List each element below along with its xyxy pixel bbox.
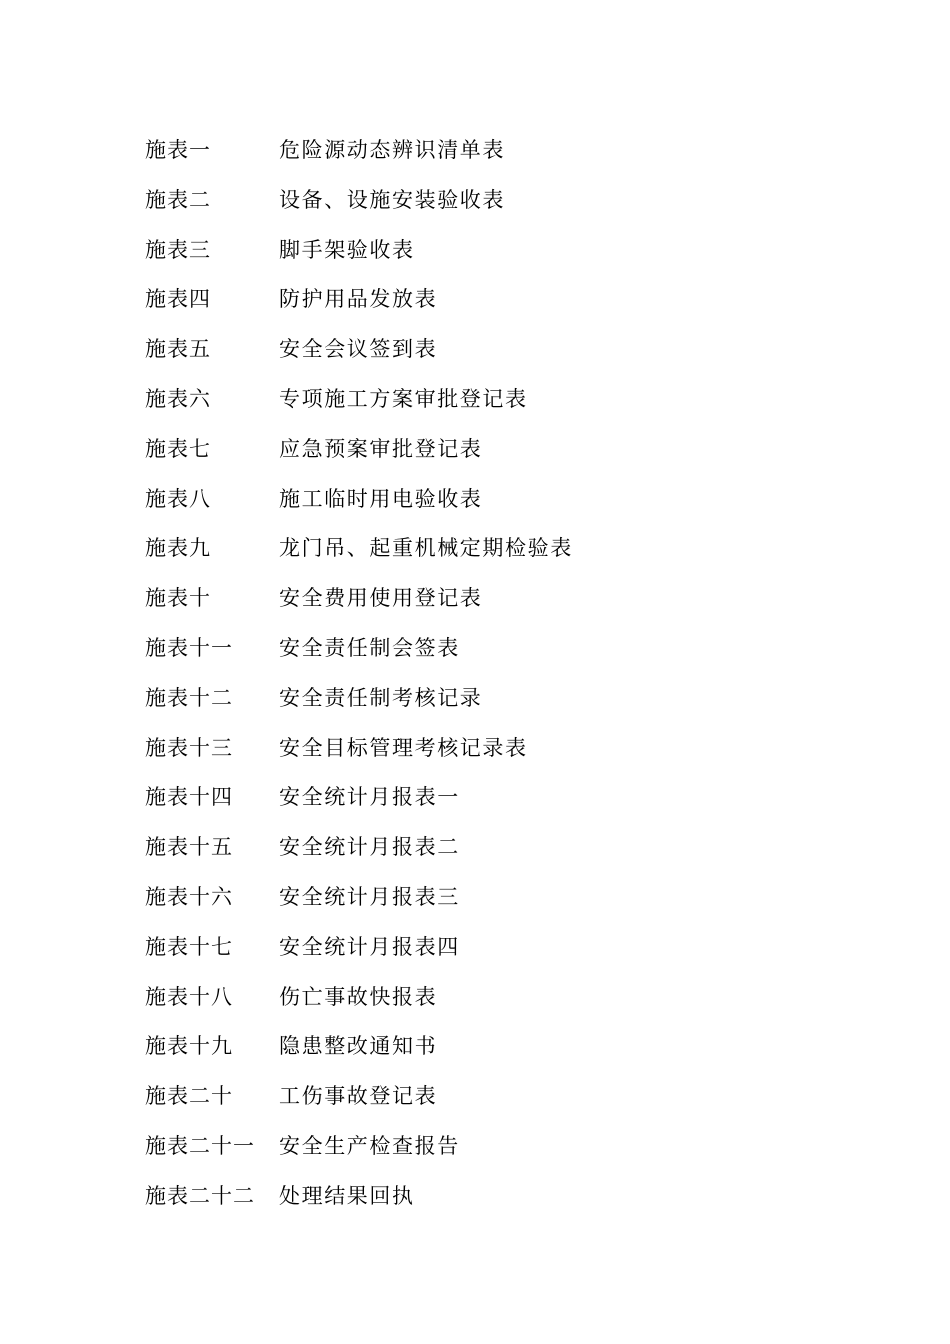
form-code: 施表八	[145, 486, 211, 511]
form-row	[145, 234, 573, 284]
form-title: 安全统计月报表一	[279, 785, 460, 810]
form-title: 安全责任制会签表	[279, 635, 460, 660]
form-title: 防护用品发放表	[279, 287, 438, 312]
form-code: 施表十八	[145, 984, 233, 1009]
form-title: 专项施工方案审批登记表	[279, 386, 528, 411]
form-row	[145, 1180, 573, 1230]
form-row	[145, 831, 573, 881]
form-title: 处理结果回执	[279, 1183, 415, 1208]
form-code: 施表九	[145, 536, 211, 561]
form-title: 安全统计月报表三	[279, 884, 460, 909]
form-title: 安全统计月报表二	[279, 835, 460, 860]
form-code: 施表七	[145, 436, 211, 461]
form-code: 施表十一	[145, 635, 233, 660]
form-code: 施表十四	[145, 785, 233, 810]
form-code: 施表十九	[145, 1034, 233, 1059]
form-row	[145, 781, 573, 831]
form-row	[145, 184, 573, 234]
form-title: 施工临时用电验收表	[279, 486, 483, 511]
form-title: 安全统计月报表四	[279, 934, 460, 959]
form-row	[145, 433, 573, 483]
form-title: 龙门吊、起重机械定期检验表	[279, 536, 573, 561]
form-index-list	[145, 134, 573, 1230]
form-row	[145, 483, 573, 533]
form-row	[145, 981, 573, 1031]
form-row	[145, 582, 573, 632]
form-code: 施表六	[145, 386, 211, 411]
form-row	[145, 333, 573, 383]
form-code: 施表十七	[145, 934, 233, 959]
form-row	[145, 283, 573, 333]
form-code: 施表十五	[145, 835, 233, 860]
form-row	[145, 682, 573, 732]
form-code: 施表四	[145, 287, 211, 312]
form-row	[145, 732, 573, 782]
form-title: 安全责任制考核记录	[279, 685, 483, 710]
form-code: 施表十三	[145, 735, 233, 760]
form-title: 危险源动态辨识清单表	[279, 138, 505, 162]
form-code: 施表二十	[145, 1084, 233, 1109]
form-row	[145, 632, 573, 682]
form-title: 安全目标管理考核记录表	[279, 735, 528, 760]
form-row	[145, 931, 573, 981]
form-code: 施表十六	[145, 884, 233, 909]
form-title: 脚手架验收表	[279, 237, 415, 262]
form-title: 工伤事故登记表	[279, 1084, 438, 1109]
form-title: 安全费用使用登记表	[279, 586, 483, 611]
form-row	[145, 1030, 573, 1080]
form-row	[145, 1130, 573, 1180]
form-title: 应急预案审批登记表	[279, 436, 483, 461]
form-row	[145, 1080, 573, 1130]
form-code: 施表十二	[145, 685, 233, 710]
form-row	[145, 532, 573, 582]
form-code: 施表五	[145, 337, 211, 362]
form-title: 安全会议签到表	[279, 337, 438, 362]
form-row	[145, 383, 573, 433]
form-title: 隐患整改通知书	[279, 1034, 438, 1059]
form-row	[145, 881, 573, 931]
form-title: 设备、设施安装验收表	[279, 187, 505, 212]
form-code: 施表二	[145, 187, 211, 212]
form-code: 施表三	[145, 237, 211, 262]
form-code: 施表二十二	[145, 1183, 255, 1208]
form-code: 施表十	[145, 586, 211, 611]
form-title: 安全生产检查报告	[279, 1133, 460, 1158]
form-code: 施表一	[145, 138, 211, 162]
form-row	[145, 134, 573, 184]
form-title: 伤亡事故快报表	[279, 984, 438, 1009]
form-code: 施表二十一	[145, 1133, 255, 1158]
